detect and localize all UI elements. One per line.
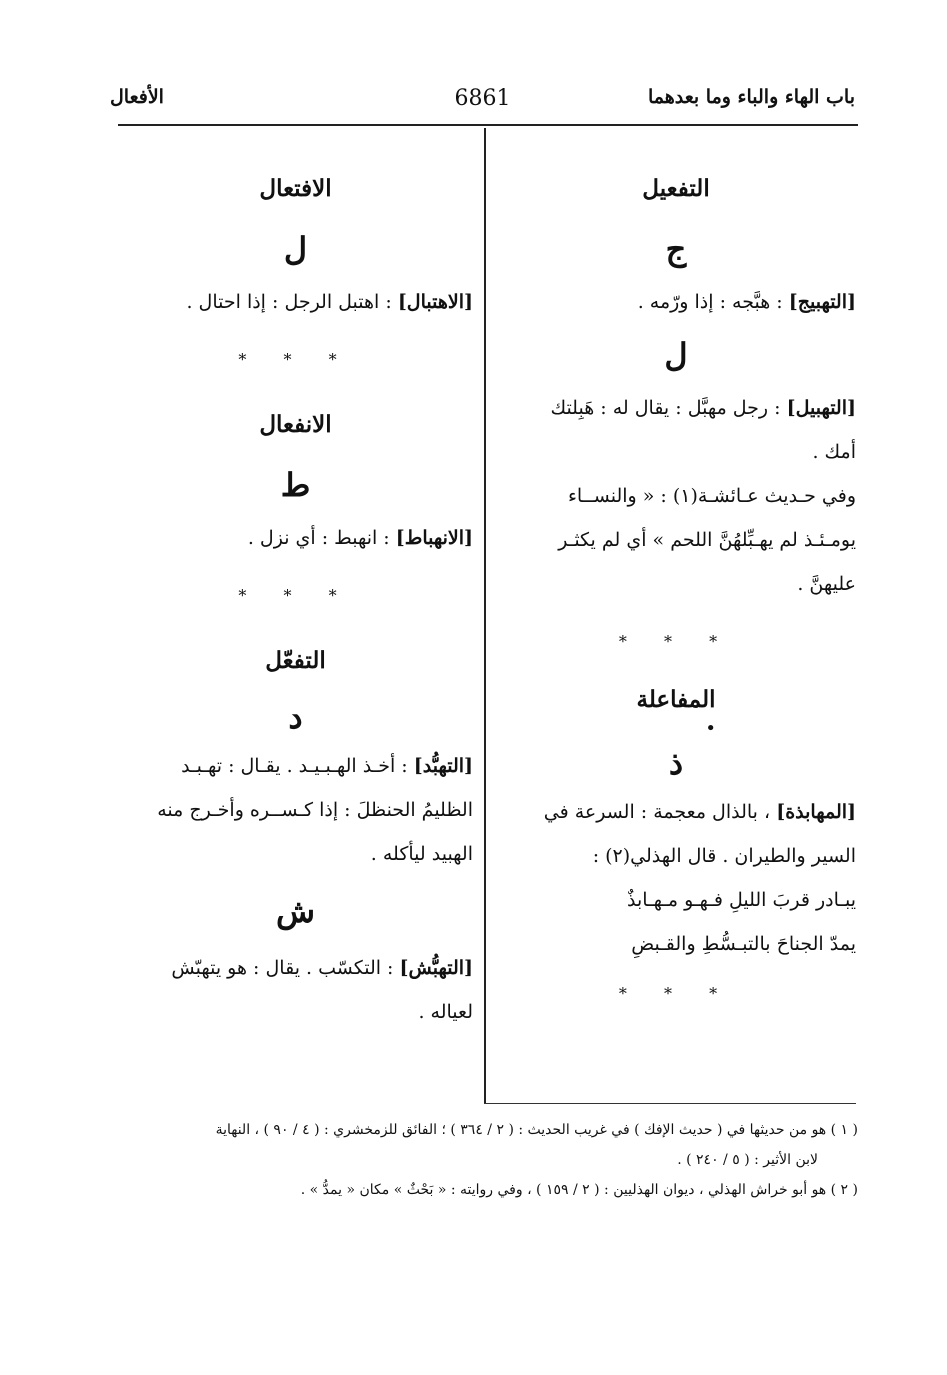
root-letter-dal: د bbox=[288, 698, 303, 736]
entry-term: [الانهباط] bbox=[395, 527, 473, 549]
entry-definition: : انهبط : أي نزل . bbox=[247, 527, 390, 549]
entry-ihtibal bbox=[118, 280, 473, 324]
header-rule bbox=[118, 124, 858, 126]
entry-term: [التهبُّش] bbox=[399, 957, 473, 979]
section-heading-infial: الانفعال bbox=[259, 411, 332, 438]
stray-dot: • bbox=[705, 718, 716, 739]
page-header bbox=[110, 80, 855, 124]
entry-tahabbush bbox=[118, 946, 473, 1034]
entry-muhabadha bbox=[496, 790, 856, 878]
entry-definition-cont: أمك . bbox=[812, 441, 856, 463]
entry-definition-cont: لعياله . bbox=[418, 1001, 473, 1023]
entry-term: [الاهتبال] bbox=[397, 291, 473, 313]
root-letter-ta: ط bbox=[280, 466, 311, 504]
entry-inhibat bbox=[118, 516, 473, 560]
entry-definition: : رجل مهبَّل : يقال له : هَبِلتك bbox=[550, 397, 781, 419]
section-separator: * * * bbox=[618, 984, 734, 1003]
section-heading-mufaala: المفاعلة bbox=[636, 686, 716, 713]
column-divider bbox=[484, 128, 486, 1103]
section-separator: * * * bbox=[618, 632, 734, 651]
left-column bbox=[118, 160, 473, 1034]
page-number: 6861 bbox=[454, 86, 511, 111]
footnotes bbox=[110, 1115, 858, 1205]
chapter-title: باب الهاء والباء وما بعدهما bbox=[647, 86, 855, 108]
footnote-2: ( ٢ ) هو أبو خراش الهذلي ، ديوان الهذليين : ( ٢ / ١٥٩ ) ، وفي روايته : « بَحْثٌ » مكان « يمدُّ » . bbox=[300, 1182, 858, 1198]
entry-tahbil bbox=[496, 386, 856, 474]
entry-term: [المهابذة] bbox=[776, 801, 856, 823]
entry-definition-cont: الظليمُ الحنظلَ : إذا كـســره وأخـرج منه bbox=[157, 799, 473, 821]
footnote-1: ( ١ ) هو من حديثها في ( حديث الإفك ) في غريب الحديث : ( ٢ / ٣٦٤ ) ؛ الفائق للزمخشري : ( ٤ / ٩٠ ) ، النهاية bbox=[215, 1122, 858, 1138]
verse-line: يبـادر قربَ الليلِ فـهـو مـهـابذٌ bbox=[626, 889, 856, 911]
root-letter-lam: ل bbox=[664, 336, 688, 374]
entry-definition-cont: الهبيد ليأكله . bbox=[370, 843, 473, 865]
entry-term: [التهبيج] bbox=[788, 291, 856, 313]
hadith-quote bbox=[496, 474, 856, 606]
poetry-verse bbox=[496, 878, 856, 966]
verse-line: يمدّ الجناحَ بالتبـسُّطِ والقـبضِ bbox=[631, 933, 856, 955]
entry-definition: : اهتبل الرجل : إذا احتال . bbox=[186, 291, 392, 313]
entry-tahbij bbox=[496, 280, 856, 324]
hadith-line: يومـئـذ لم يهـبِّلهُنَّ اللحم » أي لم يكثـر bbox=[558, 529, 856, 551]
entry-definition-cont: السير والطيران . قال الهذلي(٢) : bbox=[592, 845, 856, 867]
section-separator: * * * bbox=[238, 586, 353, 605]
entry-tahabbud bbox=[118, 744, 473, 876]
section-heading-iftial: الافتعال bbox=[259, 175, 332, 202]
right-column bbox=[496, 160, 856, 1022]
entry-definition: : التكسّب . يقال : هو يتهبّش bbox=[171, 957, 394, 979]
root-letter-jim: ج bbox=[665, 230, 687, 268]
root-letter-shin: ش bbox=[275, 892, 316, 930]
footnote-rule bbox=[484, 1103, 856, 1104]
entry-definition: : أخـذ الهـبـيـد . يقـال : تهـبـد bbox=[181, 755, 408, 777]
section-title: الأفعال bbox=[110, 86, 164, 108]
hadith-line: عليهنَّ . bbox=[797, 573, 856, 595]
entry-definition: ، بالذال معجمة : السرعة في bbox=[543, 801, 771, 823]
hadith-line: وفي حـديث عـائشـة(١) : « والنســاء bbox=[567, 485, 856, 507]
section-separator: * * * bbox=[238, 350, 353, 369]
entry-definition: : هبَّجه : إذا ورّمه . bbox=[637, 291, 783, 313]
section-heading-tafil: التفعيل bbox=[642, 175, 710, 202]
root-letter-dhal: ذ bbox=[668, 744, 684, 782]
entry-term: [التهبيل] bbox=[786, 397, 856, 419]
root-letter-lam: ل bbox=[283, 230, 308, 268]
footnote-1-cont: لابن الأثير : ( ٥ / ٢٤٠ ) . bbox=[677, 1152, 818, 1168]
entry-term: [التهبُّد] bbox=[413, 755, 473, 777]
section-heading-tafaul: التفعّل bbox=[265, 647, 326, 674]
